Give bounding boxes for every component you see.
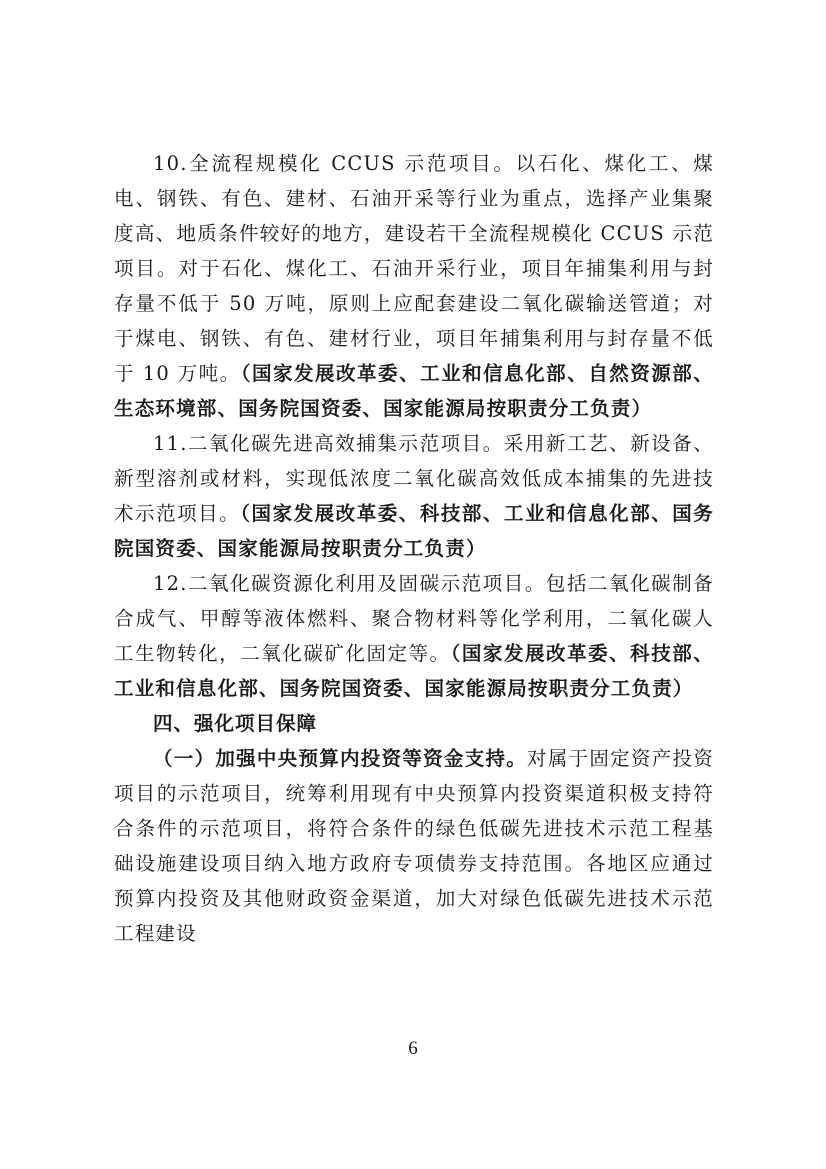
item-text: 采用新工艺、新设备、新型溶剂或材料，实现低浓度二氧化碳高效低成本捕集的先进技术示范项目。: [114, 432, 714, 525]
item-text: 包括二氧化碳制备合成气、甲醇等液体燃料、聚合物材料等化学利用，二氧化碳人工生物转化，二氧化碳矿化固定等。: [114, 572, 714, 665]
paragraph-item-12: [114, 566, 714, 706]
paragraph-subsection-1: [114, 741, 714, 951]
item-text: 以石化、煤化工、煤电、钢铁、有色、建材、石油开采等行业为重点，选择产业集聚度高、地质条件较好的地方，建设若干全流程规模化 CCUS 示范项目。对于石化、煤化工、石油开采行业，项目年捕集利用与封存量不低于 50 万吨，原则上应配套建设二氧化碳输送管道；对于煤电、钢铁、有色、建材行业，项目年捕集利用与封存量不低于 10 万吨。: [114, 152, 714, 385]
paragraph-item-11: [114, 426, 714, 566]
subsection-text: 对属于固定资产投资项目的示范项目，统筹利用现有中央预算内投资渠道积极支持符合条件的示范项目，将符合条件的绿色低碳先进技术示范工程基础设施建设项目纳入地方政府专项债券支持范围。各地区应通过预算内投资及其他财政资金渠道，加大对绿色低碳先进技术示范工程建设: [114, 747, 714, 945]
paragraph-item-10: [114, 146, 714, 426]
responsible-departments: （国家发展改革委、科技部、工业和信息化部、国务院国资委、国家能源局按职责分工负责）: [114, 642, 714, 700]
subsection-title: （一）加强中央预算内投资等资金支持。: [153, 747, 528, 770]
item-title: 11.二氧化碳先进高效捕集示范项目。: [153, 432, 504, 455]
section-heading: 四、强化项目保障: [153, 712, 318, 735]
responsible-departments: （国家发展改革委、科技部、工业和信息化部、国务院国资委、国家能源局按职责分工负责）: [114, 502, 714, 560]
item-title: 10.全流程规模化 CCUS 示范项目。: [153, 152, 516, 175]
page-number: 6: [408, 1038, 418, 1059]
responsible-departments: （国家发展改革委、工业和信息化部、自然资源部、生态环境部、国务院国资委、国家能源局按职责分工负责）: [114, 362, 714, 420]
item-title: 12.二氧化碳资源化利用及固碳示范项目。: [153, 572, 546, 595]
document-body: [114, 146, 714, 951]
